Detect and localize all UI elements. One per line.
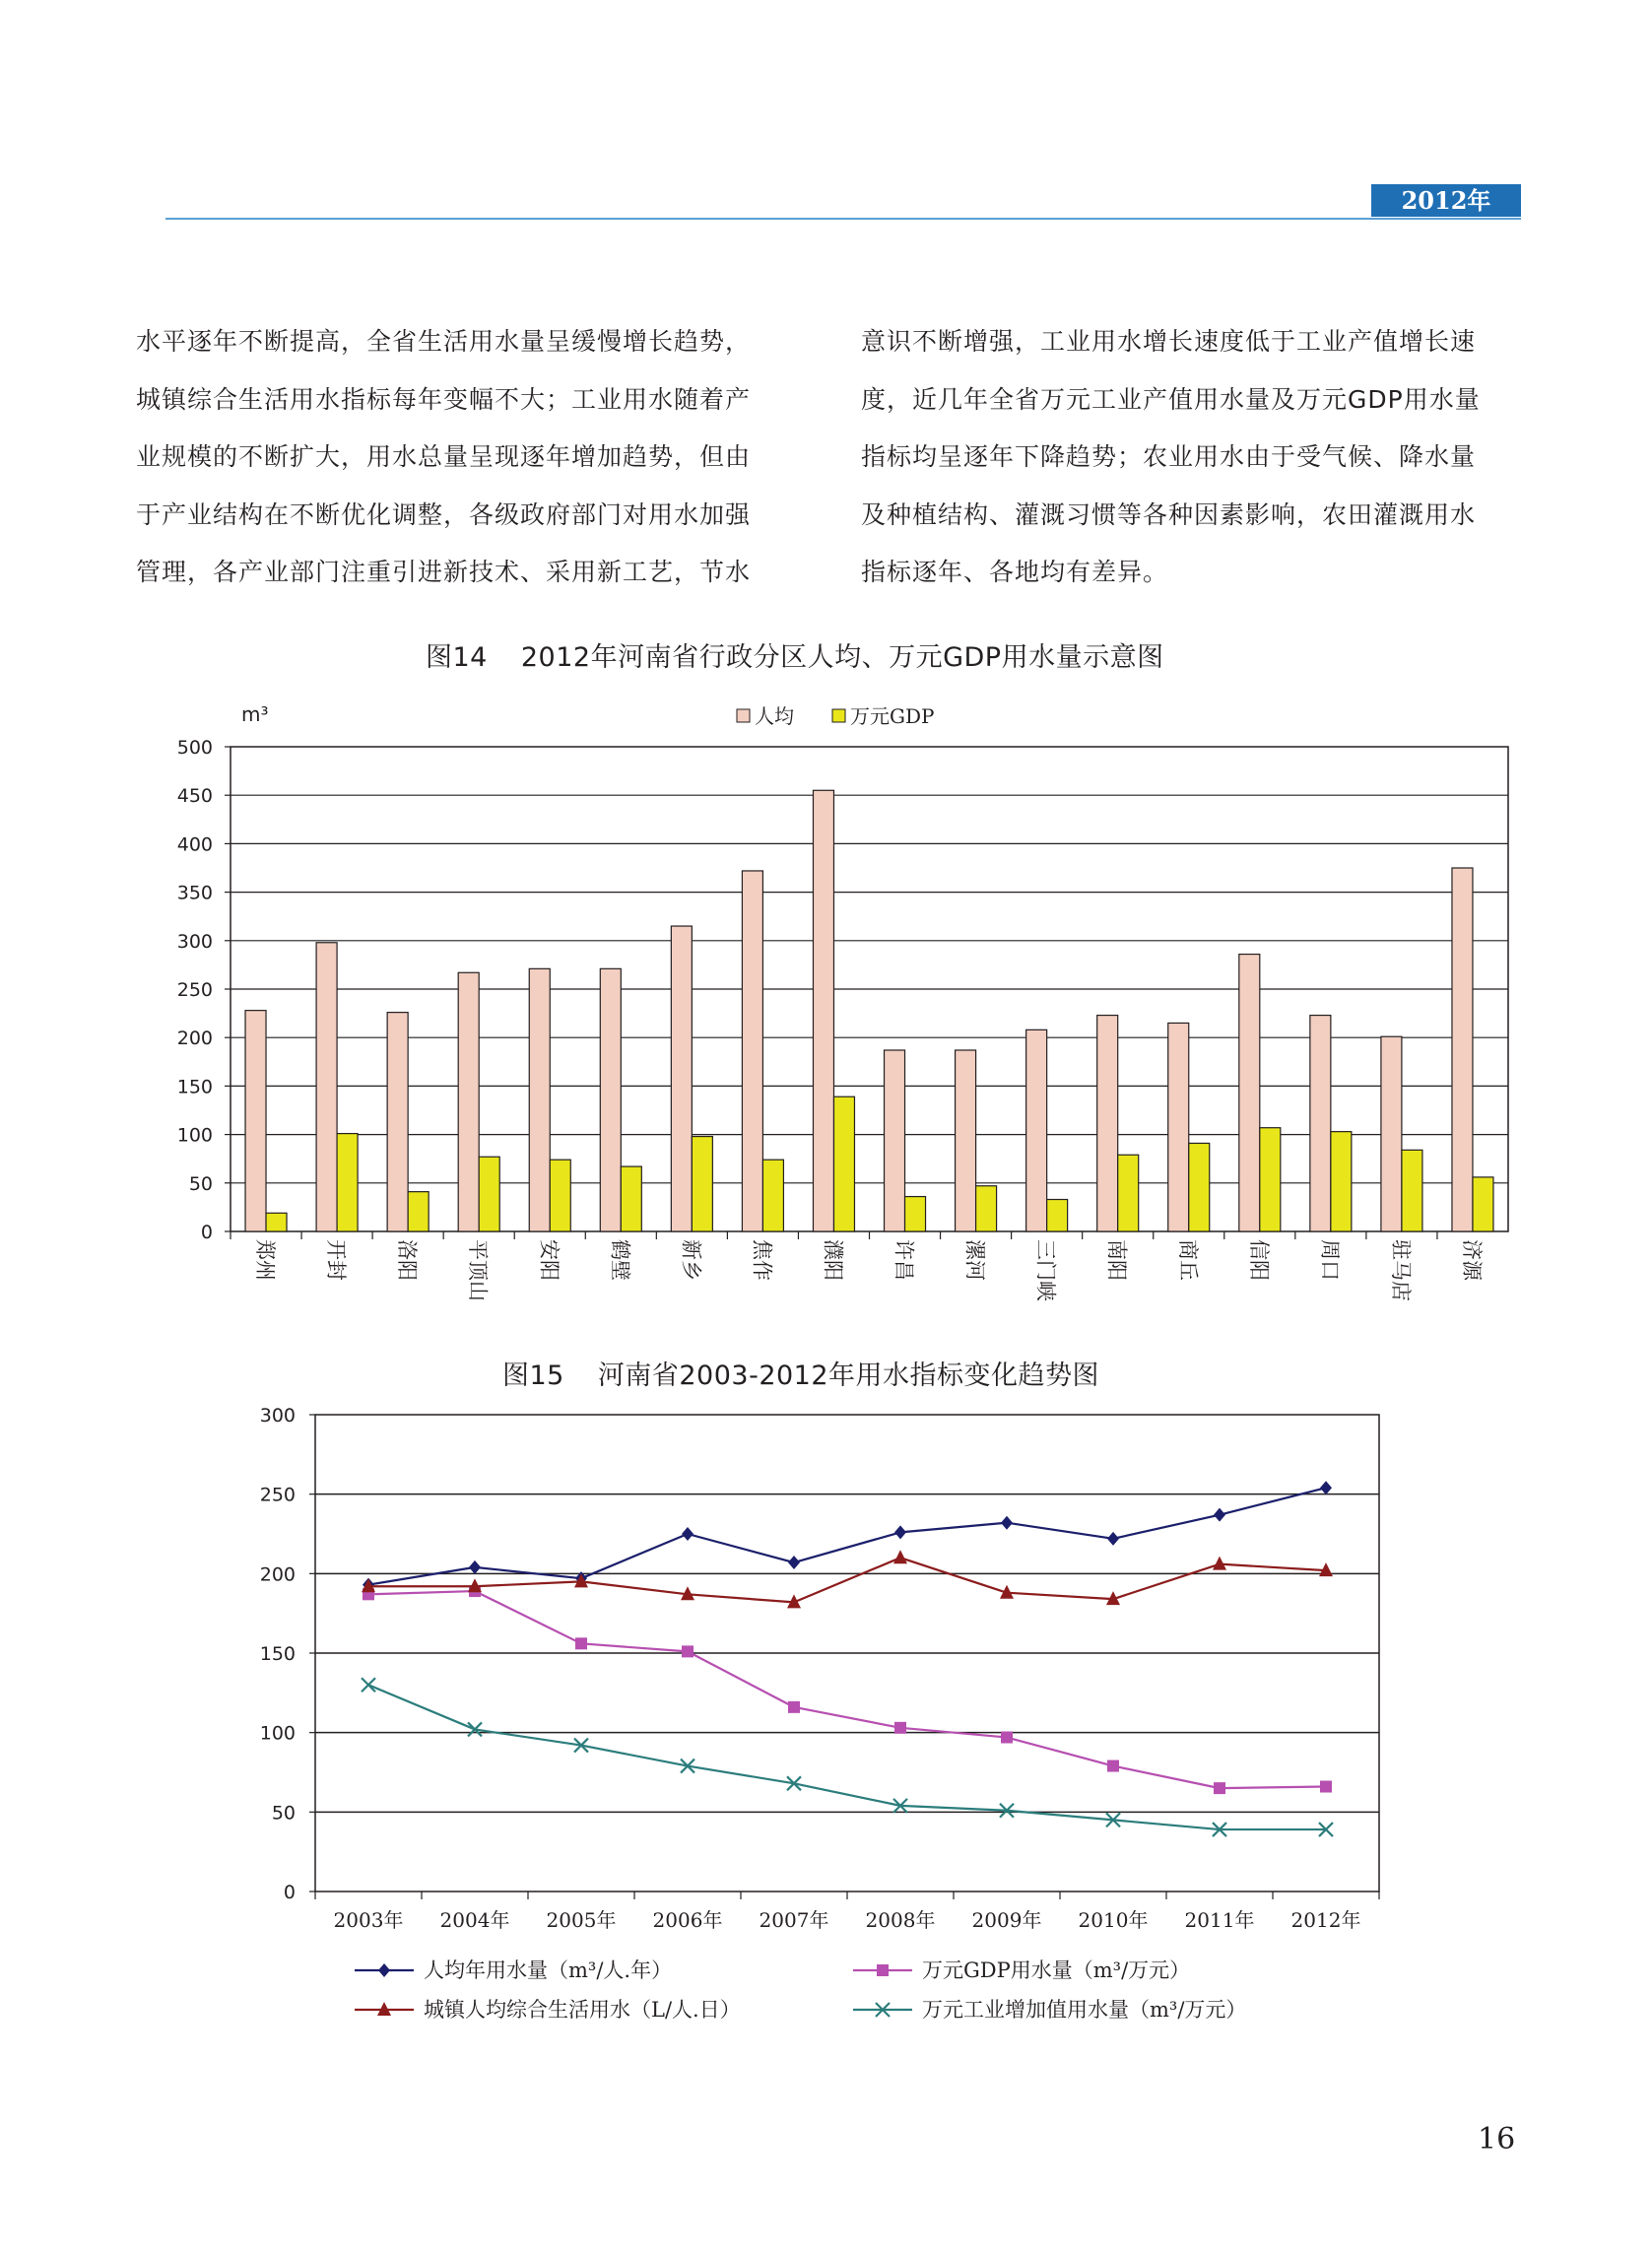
bar bbox=[1097, 1016, 1118, 1231]
body-line: 度，近几年全省万元工业产值用水量及万元GDP用水量 bbox=[861, 384, 1481, 414]
x-tick-label: 焦作 bbox=[750, 1239, 774, 1281]
figure15-title bbox=[502, 1354, 1099, 1392]
x-tick-label: 南阳 bbox=[1104, 1239, 1129, 1281]
y-tick-label: 300 bbox=[259, 1405, 296, 1427]
x-tick-label: 许昌 bbox=[892, 1239, 916, 1281]
bar bbox=[1310, 1016, 1331, 1231]
body-text-right-column bbox=[861, 313, 1481, 602]
body-line: 城镇综合生活用水指标每年变幅不大；工业用水随着产 bbox=[136, 384, 752, 414]
y-axis-unit: m³ bbox=[241, 702, 269, 726]
x-tick-label: 2003年 bbox=[333, 1908, 404, 1932]
bar bbox=[1118, 1155, 1139, 1231]
x-tick-label: 平顶山 bbox=[466, 1239, 491, 1301]
y-tick-label: 0 bbox=[200, 1222, 213, 1243]
x-tick-label: 2010年 bbox=[1078, 1908, 1149, 1932]
bar bbox=[813, 790, 833, 1231]
y-tick-label: 450 bbox=[176, 785, 213, 808]
y-tick-label: 200 bbox=[176, 1028, 213, 1050]
x-tick-label: 2004年 bbox=[439, 1908, 510, 1932]
bar bbox=[387, 1013, 408, 1231]
x-tick-label: 濮阳 bbox=[821, 1239, 845, 1281]
bar bbox=[692, 1137, 712, 1231]
body-line: 指标均呈逐年下降趋势；农业用水由于受气候、降水量 bbox=[861, 442, 1477, 471]
bar bbox=[600, 968, 621, 1231]
bar bbox=[671, 926, 692, 1231]
bar bbox=[833, 1096, 854, 1231]
y-tick-label: 250 bbox=[259, 1484, 296, 1506]
y-tick-label: 300 bbox=[176, 930, 213, 953]
bar bbox=[1047, 1200, 1068, 1231]
bar bbox=[550, 1160, 570, 1231]
figure14-title bbox=[426, 635, 1164, 674]
legend-swatch bbox=[737, 709, 750, 722]
bar bbox=[245, 1011, 266, 1231]
bar bbox=[956, 1050, 976, 1231]
data-point bbox=[1107, 1760, 1119, 1772]
body-text-left-column bbox=[136, 313, 751, 602]
body-line: 于产业结构在不断优化调整，各级政府部门对用水加强 bbox=[136, 499, 752, 529]
legend-swatch bbox=[832, 709, 845, 722]
bar bbox=[1239, 955, 1260, 1231]
figure15-number: 图15 bbox=[502, 1361, 564, 1391]
bar bbox=[529, 968, 550, 1231]
y-tick-label: 400 bbox=[176, 833, 213, 856]
x-tick-label: 2005年 bbox=[546, 1908, 617, 1932]
figure15-line-chart bbox=[0, 1399, 1652, 2039]
header-rule bbox=[165, 218, 1521, 220]
x-tick-label: 洛阳 bbox=[395, 1239, 420, 1281]
body-line: 业规模的不断扩大，用水总量呈现逐年增加趋势，但由 bbox=[136, 442, 752, 471]
y-tick-label: 100 bbox=[259, 1722, 296, 1745]
bar bbox=[337, 1134, 358, 1231]
x-tick-label: 新乡 bbox=[679, 1239, 703, 1281]
figure15-caption: 河南省2003-2012年用水指标变化趋势图 bbox=[597, 1361, 1100, 1391]
bar bbox=[1473, 1177, 1493, 1231]
bar bbox=[885, 1050, 905, 1231]
data-point bbox=[1320, 1781, 1332, 1793]
figure14-caption: 2012年河南省行政分区人均、万元GDP用水量示意图 bbox=[520, 642, 1164, 673]
legend-label: 万元工业增加值用水量（m³/万元） bbox=[922, 1998, 1247, 2022]
x-tick-label: 2008年 bbox=[865, 1908, 936, 1932]
body-line: 水平逐年不断提高，全省生活用水量呈缓慢增长趋势， bbox=[136, 327, 752, 356]
x-tick-label: 鹤壁 bbox=[608, 1239, 632, 1281]
data-point bbox=[894, 1722, 906, 1734]
y-tick-label: 200 bbox=[259, 1563, 296, 1586]
data-point bbox=[788, 1701, 800, 1713]
bar bbox=[762, 1160, 783, 1231]
legend-label: 万元GDP bbox=[850, 704, 935, 728]
figure14-number: 图14 bbox=[426, 642, 488, 673]
y-tick-label: 100 bbox=[176, 1124, 213, 1147]
x-tick-label: 开封 bbox=[324, 1239, 349, 1281]
x-tick-label: 周口 bbox=[1317, 1239, 1342, 1281]
bar bbox=[316, 943, 337, 1231]
x-tick-label: 驻马店 bbox=[1388, 1239, 1413, 1301]
legend-label: 人均 bbox=[755, 704, 794, 728]
legend-label: 万元GDP用水量（m³/万元） bbox=[922, 1958, 1191, 1982]
bar bbox=[479, 1157, 499, 1231]
body-line: 及种植结构、灌溉习惯等各种因素影响，农田灌溉用水 bbox=[861, 499, 1477, 529]
legend-label: 城镇人均综合生活用水（L/人.日） bbox=[424, 1998, 741, 2022]
body-line: 指标逐年、各地均有差异。 bbox=[861, 558, 1169, 586]
y-tick-label: 250 bbox=[176, 979, 213, 1001]
data-point bbox=[1214, 1782, 1225, 1794]
y-tick-label: 0 bbox=[283, 1882, 296, 1903]
x-tick-label: 2006年 bbox=[652, 1908, 723, 1932]
figure14-bar-chart bbox=[0, 690, 1652, 1320]
bar bbox=[1452, 868, 1473, 1231]
bar bbox=[976, 1186, 997, 1231]
bar bbox=[1402, 1150, 1422, 1231]
bar bbox=[458, 972, 479, 1231]
data-point bbox=[1001, 1732, 1013, 1744]
x-tick-label: 2007年 bbox=[759, 1908, 829, 1932]
bar bbox=[1189, 1143, 1210, 1231]
y-tick-label: 350 bbox=[176, 882, 213, 904]
legend-label: 人均年用水量（m³/人.年） bbox=[424, 1958, 673, 1982]
y-tick-label: 150 bbox=[176, 1076, 213, 1098]
body-line: 管理，各产业部门注重引进新技术、采用新工艺，节水 bbox=[136, 558, 752, 586]
bar bbox=[1331, 1132, 1352, 1231]
x-tick-label: 漯河 bbox=[962, 1239, 987, 1281]
header-year-tag: 2012年 bbox=[1371, 184, 1521, 217]
y-tick-label: 500 bbox=[176, 737, 213, 759]
data-point bbox=[877, 1964, 889, 1976]
body-line: 意识不断增强，工业用水增长速度低于工业产值增长速 bbox=[861, 327, 1477, 356]
y-tick-label: 50 bbox=[271, 1802, 296, 1825]
x-tick-label: 三门峡 bbox=[1033, 1239, 1058, 1301]
x-tick-label: 郑州 bbox=[253, 1239, 278, 1281]
x-tick-label: 信阳 bbox=[1246, 1239, 1271, 1281]
bar bbox=[266, 1213, 287, 1231]
y-tick-label: 150 bbox=[259, 1643, 296, 1665]
bar bbox=[621, 1166, 641, 1231]
data-point bbox=[575, 1637, 587, 1649]
bar bbox=[742, 871, 762, 1231]
x-tick-label: 济源 bbox=[1459, 1239, 1484, 1281]
x-tick-label: 2011年 bbox=[1184, 1908, 1255, 1932]
bar bbox=[1381, 1036, 1402, 1231]
bar bbox=[905, 1197, 926, 1231]
bar bbox=[408, 1192, 429, 1231]
x-tick-label: 安阳 bbox=[537, 1239, 562, 1281]
x-tick-label: 2009年 bbox=[971, 1908, 1042, 1932]
y-tick-label: 50 bbox=[188, 1172, 213, 1195]
data-point bbox=[378, 1963, 390, 1977]
x-tick-label: 2012年 bbox=[1290, 1908, 1361, 1932]
data-point bbox=[682, 1645, 694, 1657]
bar bbox=[1026, 1029, 1047, 1231]
page-number: 16 bbox=[1478, 2122, 1516, 2157]
bar bbox=[1168, 1023, 1189, 1231]
x-tick-label: 商丘 bbox=[1175, 1239, 1200, 1281]
bar bbox=[1260, 1128, 1281, 1231]
